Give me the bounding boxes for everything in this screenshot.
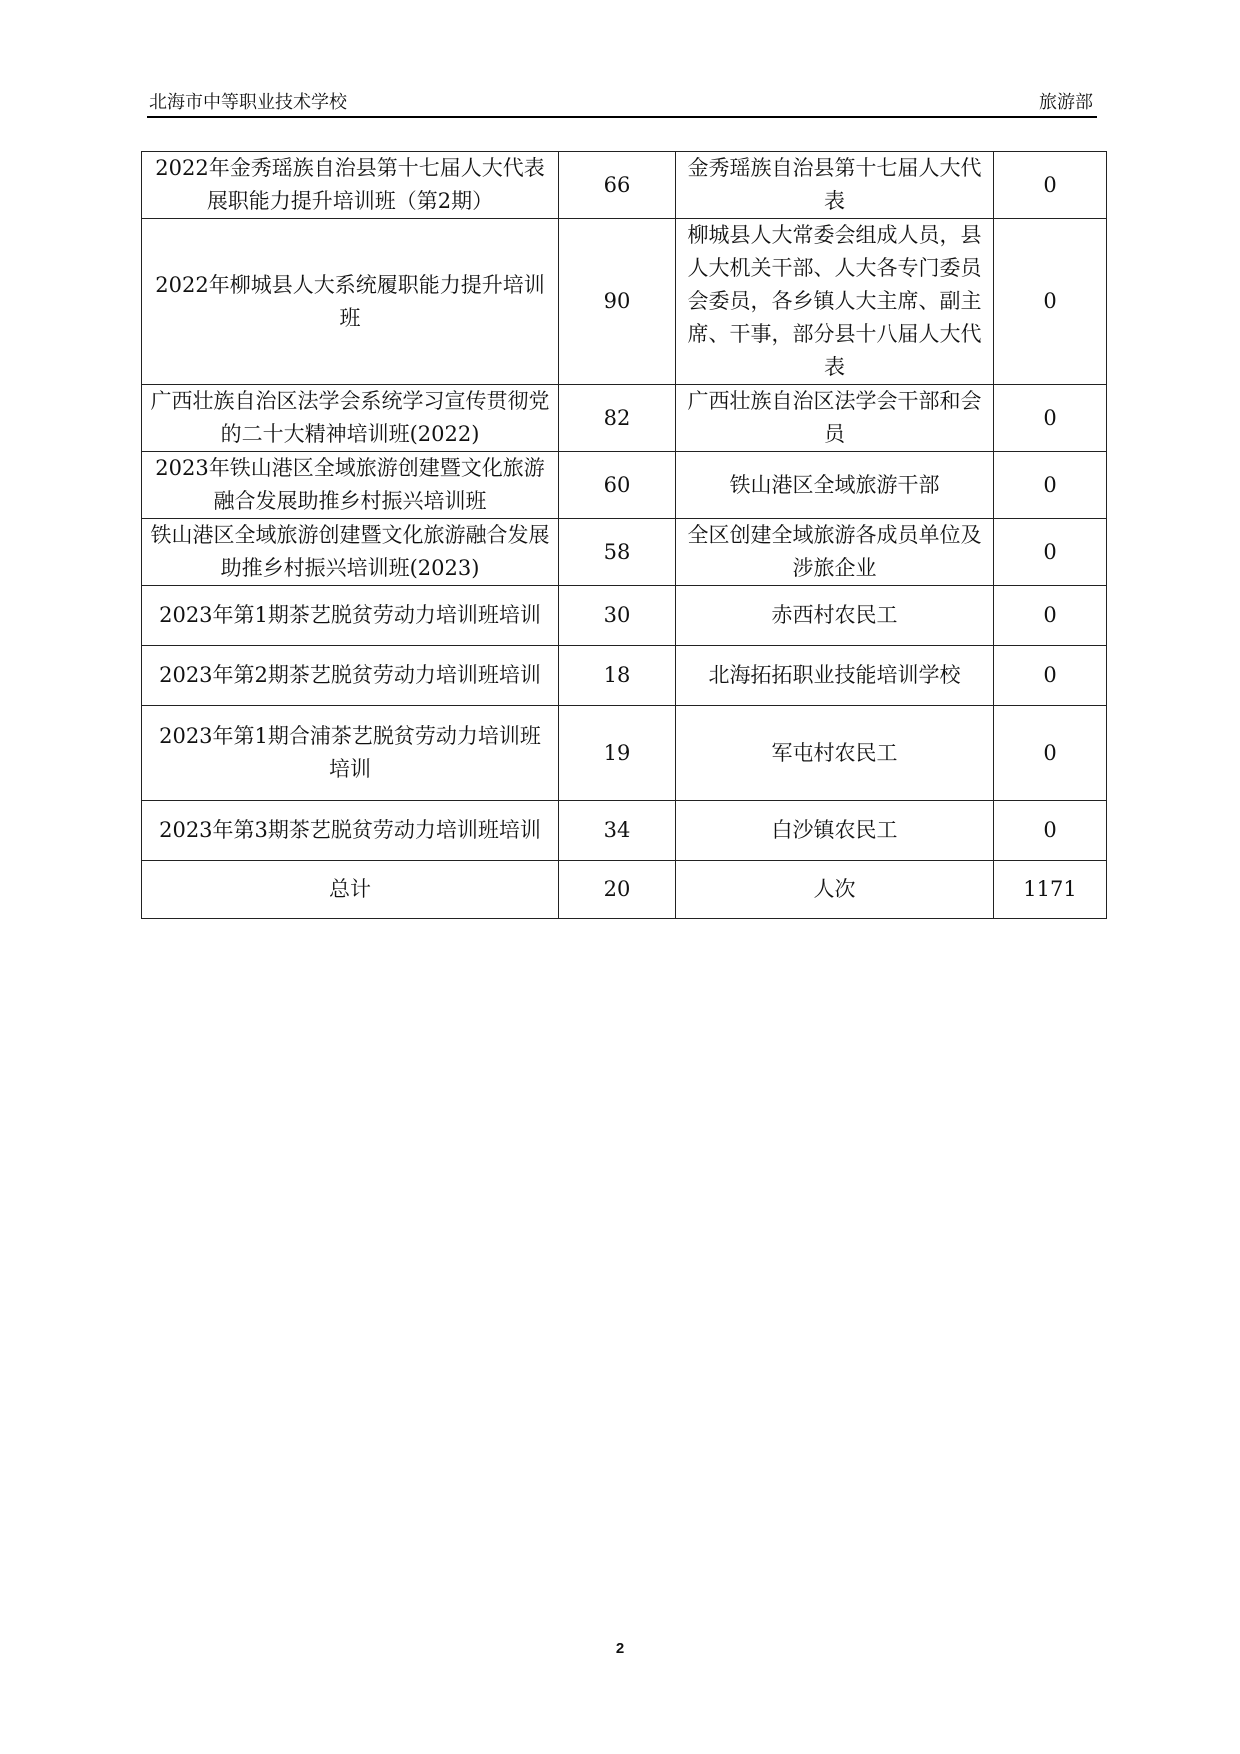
- value-cell: 0: [994, 519, 1107, 586]
- value-cell: 0: [994, 646, 1107, 706]
- count-cell: 60: [559, 452, 676, 519]
- table-row: [142, 152, 1107, 219]
- total-value-cell: 1171: [994, 861, 1107, 919]
- table-row: [142, 219, 1107, 385]
- training-name-cell: 2023年铁山港区全域旅游创建暨文化旅游融合发展助推乡村振兴培训班: [142, 452, 559, 519]
- school-name: 北海市中等职业技术学校: [149, 92, 347, 113]
- total-unit-cell: 人次: [676, 861, 994, 919]
- training-name-cell: 广西壮族自治区法学会系统学习宣传贯彻党的二十大精神培训班(2022): [142, 385, 559, 452]
- target-cell: 广西壮族自治区法学会干部和会员: [676, 385, 994, 452]
- target-cell: 白沙镇农民工: [676, 801, 994, 861]
- table-row: [142, 452, 1107, 519]
- page-number: 2: [615, 1640, 625, 1657]
- count-cell: 82: [559, 385, 676, 452]
- count-cell: 90: [559, 219, 676, 385]
- table-row: [142, 385, 1107, 452]
- training-name-cell: 2022年柳城县人大系统履职能力提升培训班: [142, 219, 559, 385]
- table-row: [142, 586, 1107, 646]
- training-name-cell: 2023年第1期茶艺脱贫劳动力培训班培训: [142, 586, 559, 646]
- target-cell: 赤西村农民工: [676, 586, 994, 646]
- count-cell: 66: [559, 152, 676, 219]
- training-name-cell: 2023年第1期合浦茶艺脱贫劳动力培训班培训: [142, 706, 559, 801]
- department-name: 旅游部: [1039, 92, 1093, 113]
- value-cell: 0: [994, 452, 1107, 519]
- training-name-cell: 2022年金秀瑶族自治县第十七届人大代表展职能力提升培训班（第2期）: [142, 152, 559, 219]
- total-row: [142, 861, 1107, 919]
- target-cell: 金秀瑶族自治县第十七届人大代表: [676, 152, 994, 219]
- training-name-cell: 2023年第3期茶艺脱贫劳动力培训班培训: [142, 801, 559, 861]
- table-row: [142, 801, 1107, 861]
- count-cell: 30: [559, 586, 676, 646]
- target-cell: 柳城县人大常委会组成人员，县人大机关干部、人大各专门委员会委员，各乡镇人大主席、副主席、干事，部分县十八届人大代表: [676, 219, 994, 385]
- target-cell: 全区创建全域旅游各成员单位及涉旅企业: [676, 519, 994, 586]
- value-cell: 0: [994, 385, 1107, 452]
- target-cell: 铁山港区全域旅游干部: [676, 452, 994, 519]
- count-cell: 18: [559, 646, 676, 706]
- target-cell: 军屯村农民工: [676, 706, 994, 801]
- total-count-cell: 20: [559, 861, 676, 919]
- value-cell: 0: [994, 706, 1107, 801]
- total-label-cell: 总计: [142, 861, 559, 919]
- count-cell: 34: [559, 801, 676, 861]
- training-name-cell: 铁山港区全域旅游创建暨文化旅游融合发展助推乡村振兴培训班(2023): [142, 519, 559, 586]
- target-cell: 北海拓拓职业技能培训学校: [676, 646, 994, 706]
- table-row: [142, 706, 1107, 801]
- table-row: [142, 646, 1107, 706]
- training-table: [141, 151, 1107, 919]
- table-row: [142, 519, 1107, 586]
- value-cell: 0: [994, 152, 1107, 219]
- value-cell: 0: [994, 586, 1107, 646]
- page-header: [147, 84, 1097, 118]
- value-cell: 0: [994, 801, 1107, 861]
- value-cell: 0: [994, 219, 1107, 385]
- training-name-cell: 2023年第2期茶艺脱贫劳动力培训班培训: [142, 646, 559, 706]
- count-cell: 58: [559, 519, 676, 586]
- count-cell: 19: [559, 706, 676, 801]
